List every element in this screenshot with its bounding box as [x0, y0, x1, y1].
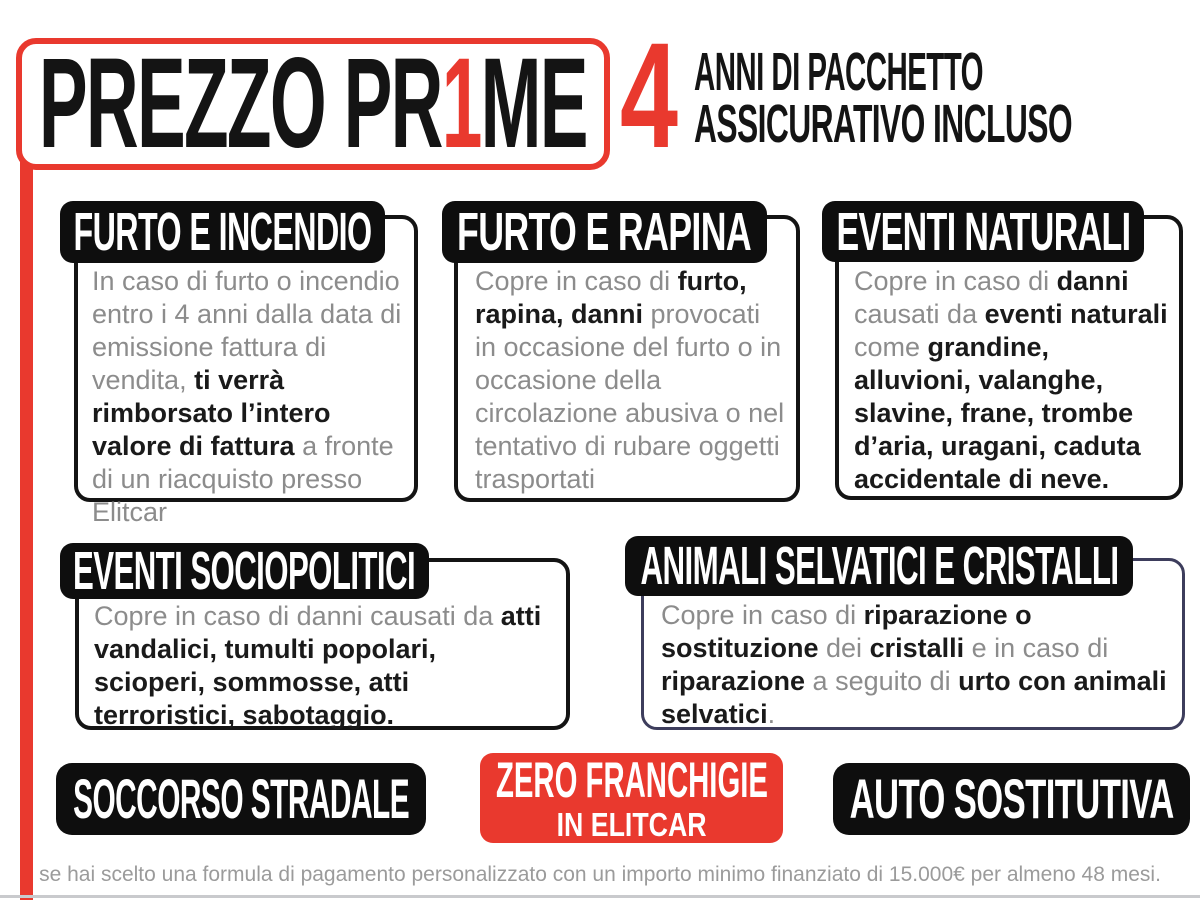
badge-label-line1: ZERO FRANCHIGIE [495, 752, 768, 808]
card-title-badge [822, 201, 1144, 262]
badge-zero-franchigie [480, 753, 783, 843]
card-eventi-naturali [835, 201, 1183, 500]
big-number-4 [620, 11, 703, 179]
title-box [16, 32, 610, 175]
card-title: ANIMALI SELVATICI E CRISTALLI [640, 536, 1118, 596]
card-body-text: In caso di furto o incendio entro i 4 anni dalla data di emissione fattura di vendita, ti verrà rimborsato l’intero valore di fattura a fronte di un riacquisto presso Elitcar [92, 266, 402, 527]
subtitle-line-2: ASSICURATIVO INCLUSO [694, 94, 1072, 154]
card-furto-e-incendio [73, 202, 418, 527]
card-title: FURTO E RAPINA [457, 202, 752, 262]
card-body-text: Copre in caso di riparazione o sostituzione dei cristalli e in caso di riparazione a seguito di urto con animali selvatici. [661, 600, 1167, 729]
big-number-4-text: 4 [620, 11, 678, 179]
card-body-text: Copre in caso di furto, rapina, danni provocati in occasione del furto o in occasione della circolazione abusiva o nel tentativo di rubare oggetti trasportati [475, 266, 785, 494]
card-title-badge [625, 536, 1133, 596]
card-title-badge [442, 201, 767, 263]
badge-soccorso-stradale [56, 763, 426, 835]
badge-auto-sostitutiva [833, 763, 1190, 835]
footer-disclaimer: se hai scelto una formula di pagamento personalizzato con un importo minimo finanziato di 15.000€ per almeno 48 mesi. [39, 863, 1161, 886]
bottom-divider [0, 895, 1200, 898]
card-title: EVENTI NATURALI [836, 201, 1130, 262]
card-animali-selvatici-e-cristalli [640, 536, 1185, 730]
badge-label: SOCCORSO STRADALE [73, 767, 409, 830]
badge-label-line2: IN ELITCAR [556, 806, 707, 843]
card-title-badge [60, 201, 385, 263]
card-title-badge [60, 543, 429, 599]
badge-label: AUTO SOSTITUTIVA [849, 767, 1174, 830]
card-title: FURTO E INCENDIO [73, 202, 372, 262]
card-furto-e-rapina [454, 202, 800, 502]
card-body-text: Copre in caso di danni causati da atti vandalici, tumulti popolari, scioperi, sommosse, atti terroristici, sabotaggio. [94, 601, 542, 730]
card-eventi-sociopolitici [73, 541, 570, 730]
subtitle-line-1: ANNI DI PACCHETTO [694, 42, 983, 102]
card-title: EVENTI SOCIOPOLITICI [73, 541, 416, 601]
page-title: PREZZO PR1ME [39, 32, 587, 175]
header-subtitle [694, 42, 1200, 154]
card-body-text: Copre in caso di danni causati da eventi naturali come grandine, alluvioni, valanghe, slavine, frane, trombe d’aria, uragani, caduta accidentale di neve. [854, 266, 1168, 494]
red-accent-line [20, 156, 33, 900]
